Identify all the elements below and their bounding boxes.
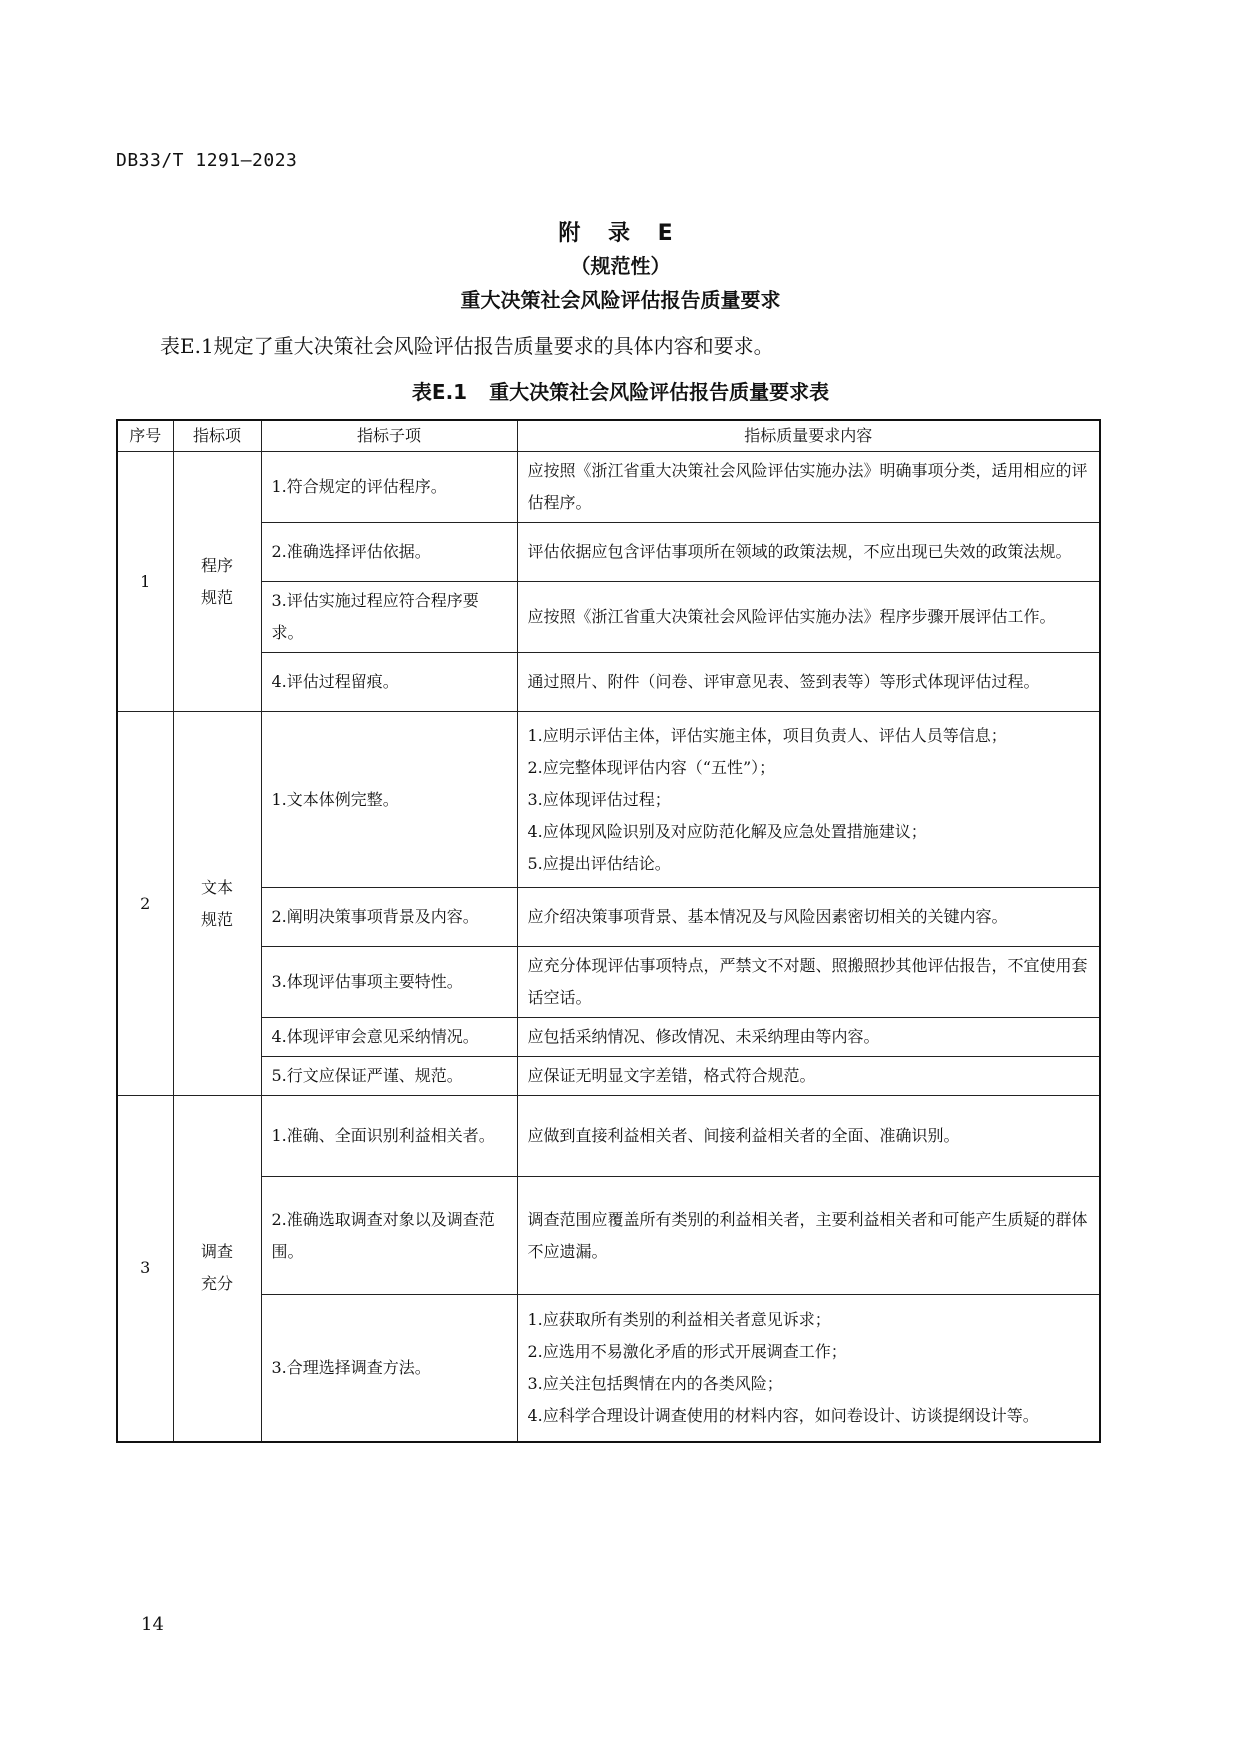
sub-item-cell: 3.体现评估事项主要特性。 [261, 947, 517, 1018]
requirement-line: 1.应明示评估主体，评估实施主体，项目负责人、评估人员等信息； [527, 725, 1007, 745]
table-row [117, 653, 1100, 712]
requirement-line: 3.应关注包括舆情在内的各类风险； [527, 1373, 783, 1393]
appendix-title: 附 录 E [558, 221, 683, 246]
table-header-row [117, 420, 1100, 452]
requirement-line: 应做到直接利益相关者、间接利益相关者的全面、准确识别。 [527, 1126, 960, 1145]
category-line-2: 规范 [200, 587, 233, 607]
category-cell [173, 452, 261, 712]
requirement-line: 应介绍决策事项背景、基本情况及与风险因素密切相关的关键内容。 [527, 907, 1008, 926]
row-number: 2 [117, 712, 173, 1096]
table-caption [0, 376, 1241, 405]
sub-item-cell: 3.合理选择调查方法。 [261, 1295, 517, 1442]
table-row [117, 888, 1100, 947]
header-requirement: 指标质量要求内容 [517, 420, 1100, 452]
requirements-table [116, 419, 1101, 1443]
table-body [117, 452, 1100, 1442]
requirement-cell [517, 653, 1100, 712]
row-number: 3 [117, 1096, 173, 1442]
requirement-line: 4.应科学合理设计调查使用的材料内容，如问卷设计、访谈提纲设计等。 [527, 1405, 1039, 1425]
header-sub-item: 指标子项 [261, 420, 517, 452]
table-row [117, 1177, 1100, 1295]
appendix-type: （规范性） [570, 254, 671, 278]
requirement-cell [517, 947, 1100, 1018]
table-row [117, 1057, 1100, 1096]
table-caption-title: 重大决策社会风险评估报告质量要求表 [489, 380, 830, 404]
sub-item-cell: 2.准确选择评估依据。 [261, 523, 517, 582]
category-line-2: 充分 [200, 1274, 233, 1294]
sub-item-cell: 1.准确、全面识别利益相关者。 [261, 1096, 517, 1177]
requirement-cell [517, 1177, 1100, 1295]
sub-item-cell: 4.体现评审会意见采纳情况。 [261, 1018, 517, 1057]
sub-item-cell: 4.评估过程留痕。 [261, 653, 517, 712]
requirement-cell [517, 1018, 1100, 1057]
category-cell [173, 1096, 261, 1442]
category-line-2: 规范 [200, 909, 233, 929]
table-row [117, 1018, 1100, 1057]
page-number: 14 [141, 1614, 164, 1635]
category-line-1: 调查 [200, 1242, 233, 1262]
table-caption-number: 表E.1 [411, 380, 468, 404]
sub-item-cell: 1.符合规定的评估程序。 [261, 452, 517, 523]
requirement-cell [517, 888, 1100, 947]
requirement-line: 应按照《浙江省重大决策社会风险评估实施办法》明确事项分类，适用相应的评估程序。 [527, 461, 1088, 512]
requirement-cell [517, 1057, 1100, 1096]
table-row [117, 452, 1100, 523]
requirement-cell [517, 582, 1100, 653]
requirement-line: 4.应体现风险识别及对应防范化解及应急处置措施建议； [527, 821, 927, 841]
intro-paragraph: 表E.1规定了重大决策社会风险评估报告质量要求的具体内容和要求。 [160, 334, 774, 358]
document-code: DB33/T 1291—2023 [116, 150, 298, 171]
appendix-name: 重大决策社会风险评估报告质量要求 [460, 288, 781, 312]
row-number: 1 [117, 452, 173, 712]
category-cell [173, 712, 261, 1096]
requirement-line: 1.应获取所有类别的利益相关者意见诉求； [527, 1309, 831, 1329]
requirement-cell [517, 523, 1100, 582]
requirement-line: 应包括采纳情况、修改情况、未采纳理由等内容。 [527, 1027, 880, 1046]
category-line-1: 文本 [200, 877, 233, 897]
table-row [117, 582, 1100, 653]
sub-item-cell: 5.行文应保证严谨、规范。 [261, 1057, 517, 1096]
header-no: 序号 [117, 420, 173, 452]
requirement-line: 应充分体现评估事项特点，严禁文不对题、照搬照抄其他评估报告，不宜使用套话空话。 [527, 956, 1088, 1007]
table-row [117, 947, 1100, 1018]
requirement-line: 2.应完整体现评估内容（“五性”）； [527, 757, 776, 777]
table-row [117, 523, 1100, 582]
requirement-line: 应保证无明显文字差错，格式符合规范。 [527, 1066, 816, 1085]
category-line-1: 程序 [200, 555, 233, 575]
requirement-line: 5.应提出评估结论。 [527, 853, 671, 873]
requirement-line: 调查范围应覆盖所有类别的利益相关者，主要利益相关者和可能产生质疑的群体不应遗漏。 [527, 1209, 1088, 1261]
requirement-line: 3.应体现评估过程； [527, 789, 671, 809]
sub-item-cell: 2.准确选取调查对象以及调查范围。 [261, 1177, 517, 1295]
requirement-line: 2.应选用不易激化矛盾的形式开展调查工作； [527, 1341, 847, 1361]
sub-item-cell: 2.阐明决策事项背景及内容。 [261, 888, 517, 947]
sub-item-cell: 1.文本体例完整。 [261, 712, 517, 888]
requirement-line: 应按照《浙江省重大决策社会风险评估实施办法》程序步骤开展评估工作。 [527, 607, 1056, 626]
header-category: 指标项 [173, 420, 261, 452]
requirement-cell [517, 1096, 1100, 1177]
requirement-cell [517, 452, 1100, 523]
requirement-line: 评估依据应包含评估事项所在领域的政策法规，不应出现已失效的政策法规。 [527, 542, 1072, 561]
requirement-cell [517, 1295, 1100, 1442]
requirement-cell [517, 712, 1100, 888]
table-row [117, 1096, 1100, 1177]
table-row [117, 712, 1100, 888]
sub-item-cell: 3.评估实施过程应符合程序要求。 [261, 582, 517, 653]
requirement-line: 通过照片、附件（问卷、评审意见表、签到表等）等形式体现评估过程。 [527, 672, 1040, 691]
table-row [117, 1295, 1100, 1442]
